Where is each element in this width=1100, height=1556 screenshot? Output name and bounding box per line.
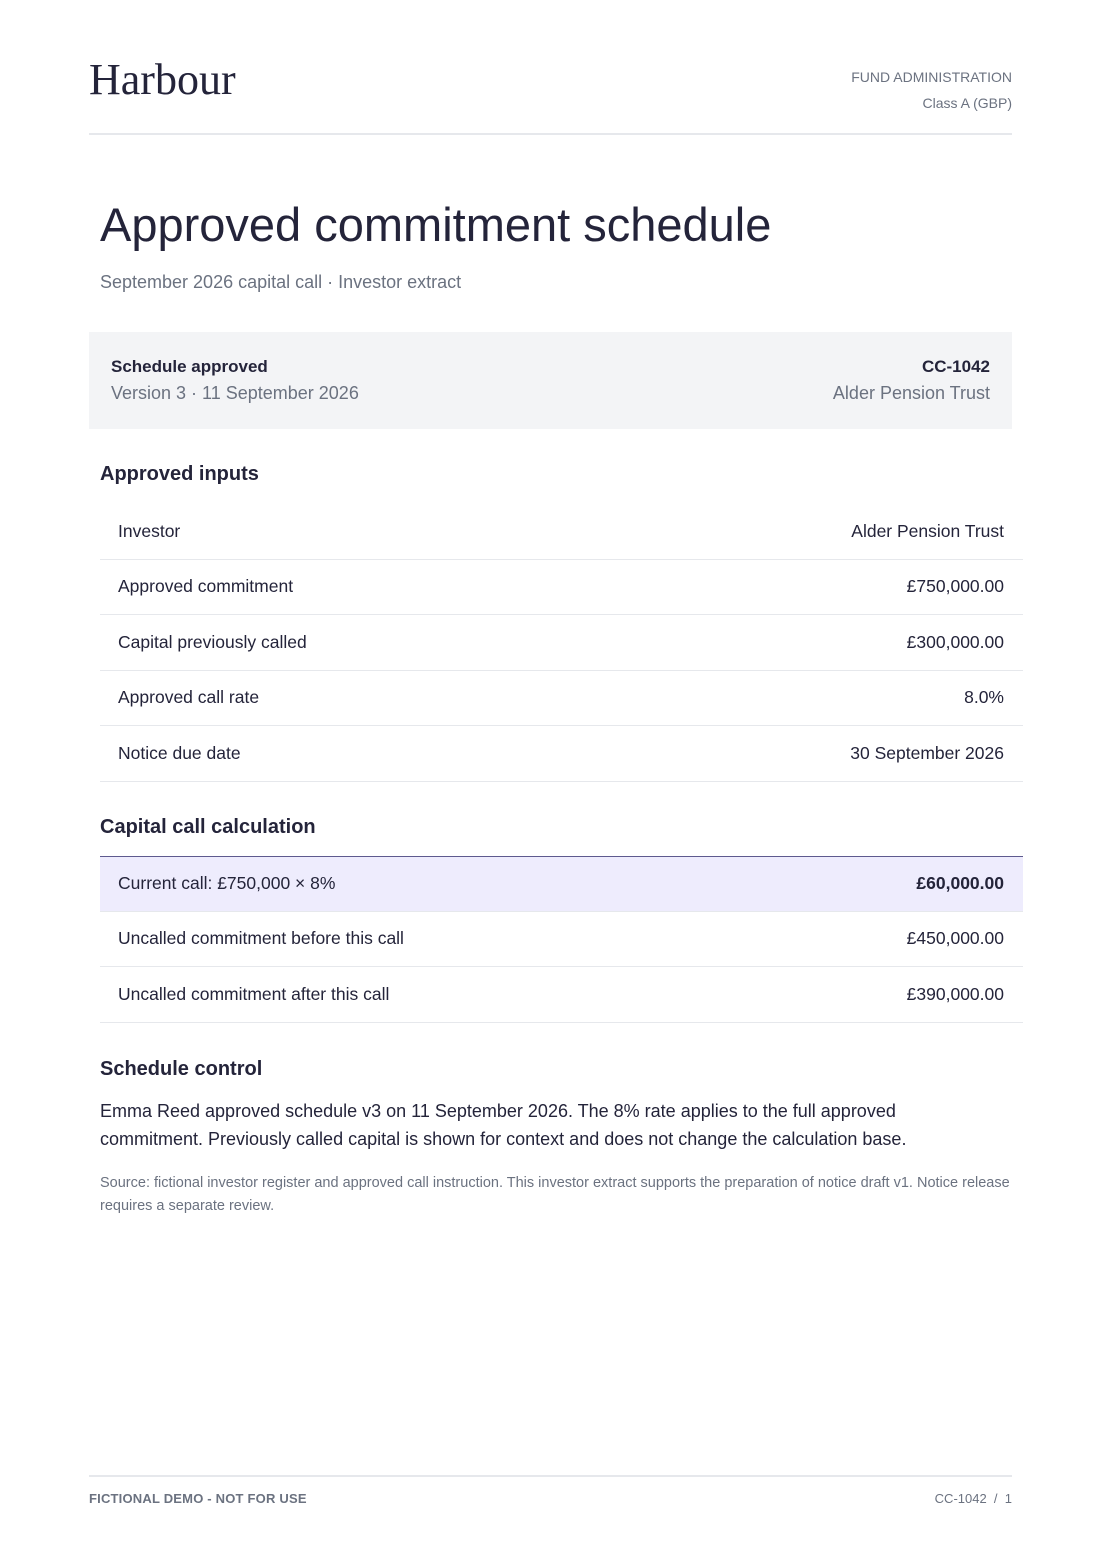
row-value: £450,000.00 (906, 928, 1004, 949)
header-meta (851, 64, 1012, 116)
row-value: 30 September 2026 (850, 742, 1004, 763)
table-row (100, 560, 1023, 616)
table-row (100, 504, 1023, 560)
share-class-label: Class A (GBP) (922, 95, 1012, 111)
control-heading: Schedule control (100, 1058, 263, 1080)
footer-disclaimer: FICTIONAL DEMO - NOT FOR USE (89, 1491, 307, 1506)
page-footer (89, 1475, 1012, 1515)
calc-table (100, 856, 1023, 1023)
row-label: Capital previously called (118, 631, 307, 652)
table-row (100, 615, 1023, 671)
status-panel (89, 332, 1012, 429)
inputs-table (100, 504, 1023, 782)
reference-code: CC-1042 (921, 357, 990, 376)
row-value: Alder Pension Trust (851, 520, 1004, 541)
calc-heading: Capital call calculation (100, 816, 316, 838)
row-label: Uncalled commitment before this call (118, 928, 404, 949)
department-label: FUND ADMINISTRATION (851, 69, 1012, 85)
page-number: CC-1042 / 1 (934, 1491, 1012, 1506)
row-value: £750,000.00 (906, 576, 1004, 597)
row-label: Approved commitment (118, 576, 294, 597)
control-text: Emma Reed approved schedule v3 on 11 September 2026. The 8% rate applies to the full approved commitment. Previously called capital is shown for context and does not change the calculation base. (100, 1101, 907, 1149)
current-call-value: £60,000.00 (916, 873, 1004, 894)
row-value: £300,000.00 (906, 631, 1004, 652)
row-label: Investor (118, 520, 181, 541)
inputs-heading: Approved inputs (100, 463, 259, 485)
row-label: Current call: £750,000 × 8% (118, 873, 336, 894)
page-subtitle: September 2026 capital call · Investor extract (100, 272, 462, 292)
status-label: Schedule approved (111, 357, 268, 376)
table-row (100, 967, 1023, 1023)
table-row (100, 671, 1023, 727)
source-note: Source: fictional investor register and approved call instruction. This investor extract supports the preparation of notice draft v1. Notice release requires a separate review. (100, 1175, 1010, 1214)
table-row (100, 726, 1023, 782)
status-version: Version 3 · 11 September 2026 (111, 383, 359, 403)
row-label: Notice due date (118, 742, 241, 763)
brand-logo: Harbour (89, 55, 236, 104)
page-title: Approved commitment schedule (100, 198, 772, 251)
row-label: Uncalled commitment after this call (118, 983, 390, 1004)
row-label: Approved call rate (118, 687, 260, 708)
current-call-row (100, 856, 1023, 912)
row-value: 8.0% (964, 687, 1004, 708)
status-investor: Alder Pension Trust (832, 383, 990, 403)
page-header (89, 0, 1012, 135)
row-value: £390,000.00 (906, 983, 1004, 1004)
table-row (100, 912, 1023, 968)
